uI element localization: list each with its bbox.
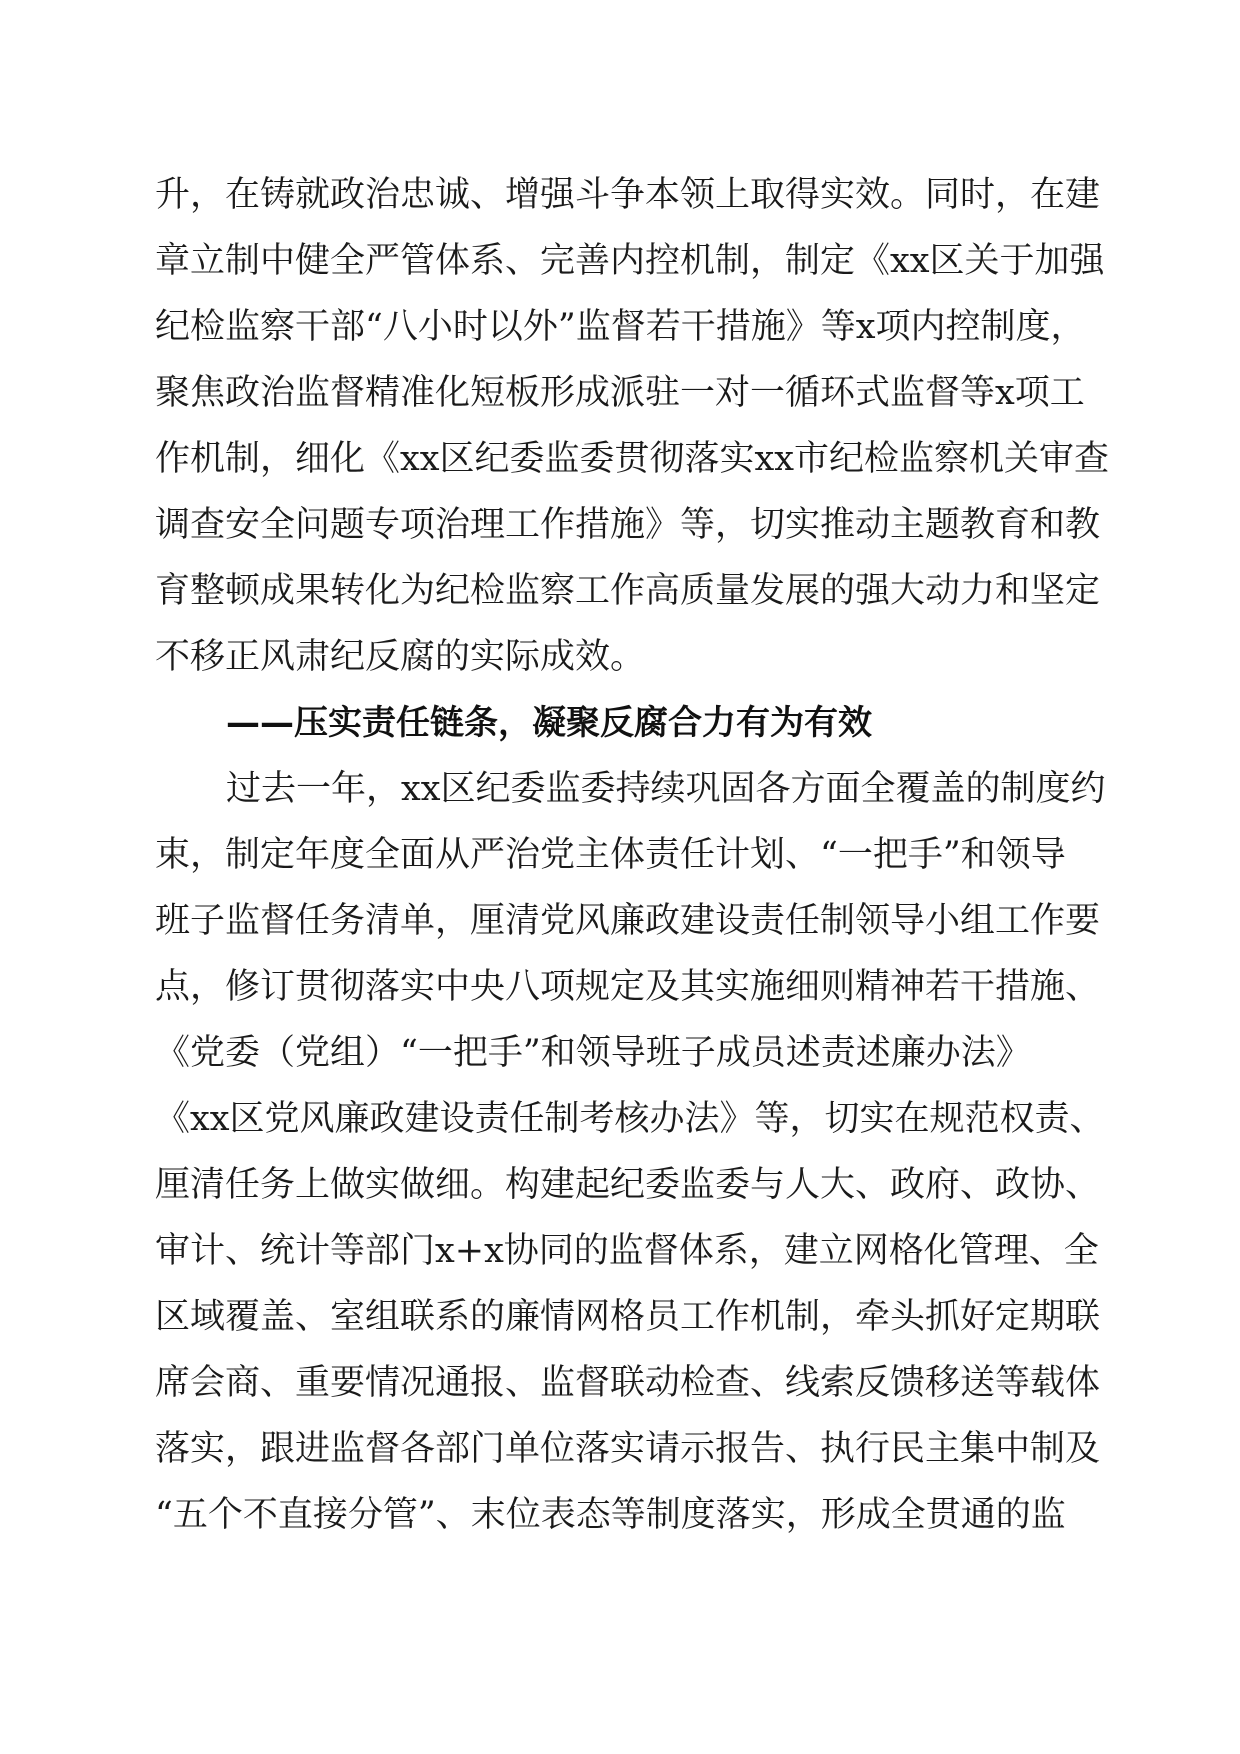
paragraph-1-line-2: 章立制中健全严管体系、完善内控机制，制定《xx区关于加强 <box>155 241 1105 281</box>
paragraph-2-line-4: 点，修订贯彻落实中央八项规定及其实施细则精神若干措施、 <box>155 967 1101 1007</box>
paragraph-1-line-5: 作机制，细化《xx区纪委监委贯彻落实xx市纪检监察机关审查 <box>155 439 1109 479</box>
paragraph-2-line-6: 《xx区党风廉政建设责任制考核办法》等，切实在规范权责、 <box>155 1099 1105 1139</box>
paragraph-1-line-3: 纪检监察干部“八小时以外”监督若干措施》等x项内控制度， <box>155 307 1086 347</box>
paragraph-2-line-10: 席会商、重要情况通报、监督联动检查、线索反馈移送等载体 <box>155 1363 1101 1403</box>
paragraph-2-line-12: “五个不直接分管”、末位表态等制度落实，形成全贯通的监 <box>155 1495 1066 1535</box>
paragraph-1-line-6: 调查安全问题专项治理工作措施》等，切实推动主题教育和教 <box>155 505 1101 545</box>
paragraph-2-line-9: 区域覆盖、室组联系的廉情网格员工作机制，牵头抓好定期联 <box>155 1297 1101 1337</box>
paragraph-1-line-8: 不移正风肃纪反腐的实际成效。 <box>155 637 646 677</box>
paragraph-2-line-3: 班子监督任务清单，厘清党风廉政建设责任制领导小组工作要 <box>155 901 1101 941</box>
paragraph-2-line-1: 过去一年，xx区纪委监委持续巩固各方面全覆盖的制度约 <box>226 769 1106 809</box>
paragraph-2-line-7: 厘清任务上做实做细。构建起纪委监委与人大、政府、政协、 <box>155 1165 1101 1205</box>
paragraph-2-line-11: 落实，跟进监督各部门单位落实请示报告、执行民主集中制及 <box>155 1429 1101 1469</box>
paragraph-2-line-5: 《党委（党组）“一把手”和领导班子成员述责述廉办法》 <box>155 1033 1031 1073</box>
paragraph-1-line-7: 育整顿成果转化为纪检监察工作高质量发展的强大动力和坚定 <box>155 571 1101 611</box>
section-heading: ——压实责任链条，凝聚反腐合力有为有效 <box>226 703 872 743</box>
paragraph-2-line-8: 审计、统计等部门x+x协同的监督体系，建立网格化管理、全 <box>155 1231 1099 1271</box>
paragraph-1-line-1: 升，在铸就政治忠诚、增强斗争本领上取得实效。同时，在建 <box>155 175 1101 215</box>
paragraph-1-line-4: 聚焦政治监督精准化短板形成派驻一对一循环式监督等x项工 <box>155 373 1085 413</box>
paragraph-2-line-2: 束，制定年度全面从严治党主体责任计划、“一把手”和领导 <box>155 835 1066 875</box>
